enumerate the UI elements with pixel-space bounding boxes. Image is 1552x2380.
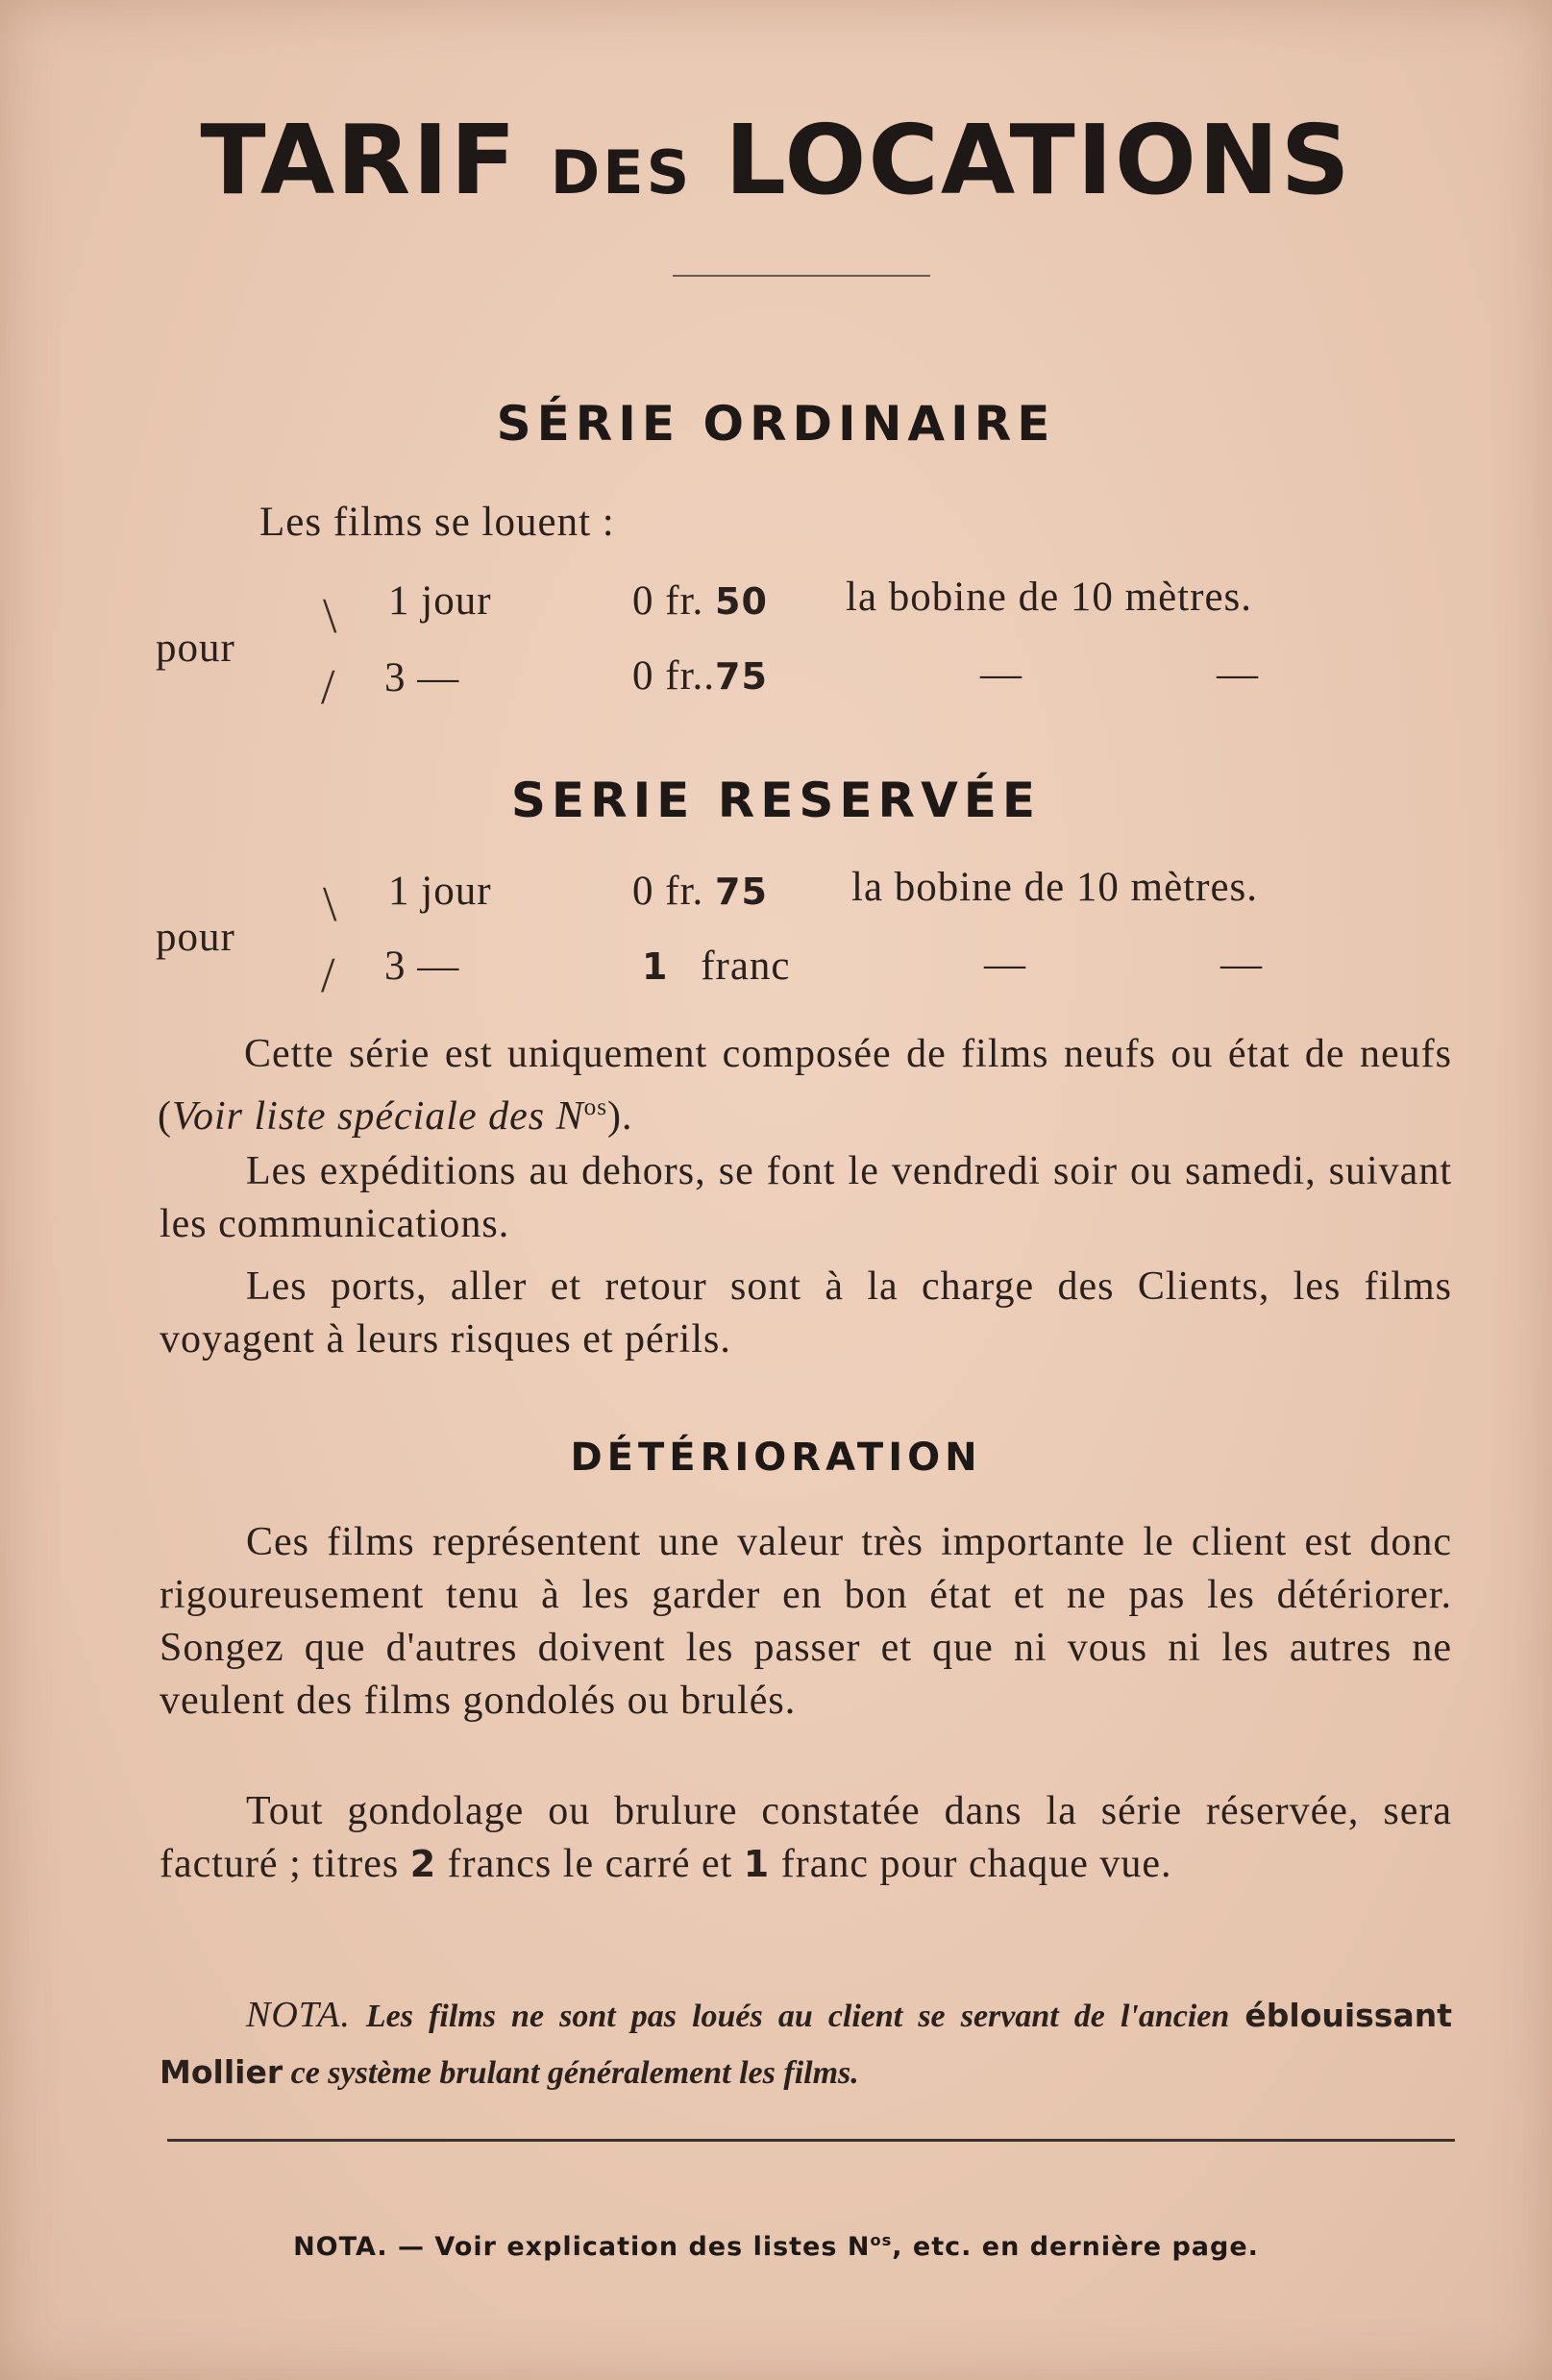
- heading-serie-ordinaire: SÉRIE ORDINAIRE: [496, 396, 1056, 452]
- ordinaire-row1-unit: la bobine de 10 mètres.: [846, 575, 1253, 620]
- footer-text: , etc. en dernière page.: [892, 2232, 1259, 2262]
- price-francs: 0 fr..: [632, 653, 716, 699]
- price-francs: 1: [642, 945, 669, 988]
- superscript: os: [583, 1094, 608, 1120]
- superscript: os: [870, 2231, 893, 2249]
- ordinaire-row2-days: 3 —: [384, 655, 460, 700]
- reservee-row2-ditto-2: —: [1220, 942, 1263, 987]
- reservee-row2-days: 3 —: [384, 944, 460, 989]
- ordinaire-row2-price: [632, 655, 768, 697]
- reservee-brace-bottom: /: [321, 948, 335, 1003]
- number-2: 2: [409, 1843, 437, 1885]
- paragraph-text: Cette série est uniquement composée de films neufs ou état de neufs (: [158, 1032, 1452, 1139]
- paragraph-composition: [160, 1028, 1452, 1143]
- ordinaire-brace-bottom: /: [321, 660, 335, 715]
- ordinaire-intro: Les films se louent :: [259, 500, 615, 545]
- ordinaire-row1-price: [632, 580, 768, 622]
- heading-deterioration: DÉTÉRIORATION: [570, 1435, 982, 1480]
- nota-block: [160, 1987, 1452, 2101]
- paragraph-text: Tout gondolage ou brulure constatée dans la série réservée, sera facturé ; titres: [160, 1789, 1452, 1886]
- title-part-des: DES: [550, 137, 693, 208]
- paragraph-text: ).: [607, 1094, 633, 1139]
- paragraph-expeditions: Les expéditions au dehors, se font le vendredi soir ou samedi, suivant les communications.: [160, 1149, 1452, 1246]
- nota-text: ce système brulant généralement les films.: [290, 2055, 859, 2091]
- ordinaire-pour: pour: [156, 626, 235, 671]
- bottom-divider: [167, 2139, 1455, 2142]
- paragraph-deterioration-1: Ces films représentent une valeur très importante le client est donc rigoureusement tenu à les garder en bon état et ne pas les détériorer. Songez que d'autres doivent les passer et que ni vous ni les autres ne veulent des films gondolés ou brulés.: [160, 1520, 1452, 1723]
- price-francs: 0 fr.: [632, 869, 704, 914]
- ordinaire-row2-ditto-1: —: [980, 651, 1022, 697]
- heading-serie-reservee: SERIE RESERVÉE: [510, 773, 1042, 828]
- reservee-row2-price: [642, 945, 791, 987]
- footer-note: [0, 2231, 1552, 2262]
- price-centimes: 50: [715, 580, 768, 623]
- paragraph-italic: Voir liste spéciale des N: [172, 1094, 584, 1139]
- paragraph-text: francs le carré et: [436, 1842, 744, 1886]
- price-word: franc: [701, 944, 791, 989]
- footer-text: NOTA. — Voir explication des listes N: [293, 2232, 871, 2262]
- title-part-locations: LOCATIONS: [725, 104, 1352, 216]
- ordinaire-brace-top: \: [323, 589, 337, 644]
- reservee-row1-price: [632, 871, 768, 912]
- number-1: 1: [743, 1843, 771, 1885]
- page-title: [0, 104, 1552, 216]
- price-centimes: 75: [715, 871, 768, 913]
- ordinaire-row2-ditto-2: —: [1217, 651, 1259, 697]
- nota-label: NOTA.: [246, 1995, 351, 2035]
- price-francs: 0 fr.: [632, 578, 704, 624]
- paragraph-text: franc pour chaque vue.: [770, 1842, 1172, 1886]
- paragraph-deterioration-2: [160, 1785, 1452, 1891]
- reservee-brace-top: \: [323, 877, 337, 932]
- reservee-row1-unit: la bobine de 10 mètres.: [851, 865, 1259, 910]
- nota-text: Les films ne sont pas loués au client se servant de l'ancien: [365, 1999, 1230, 2034]
- title-part-tarif: TARIF: [200, 104, 518, 216]
- ordinaire-row1-days: 1 jour: [388, 578, 492, 624]
- title-divider: [673, 275, 930, 277]
- reservee-pour: pour: [156, 915, 235, 960]
- nota-mollier: éblouissant Mollier: [160, 1997, 1452, 2091]
- price-centimes: 75: [715, 655, 768, 698]
- paragraph-ports: Les ports, aller et retour sont à la charge des Clients, les films voyagent à leurs risques et périls.: [160, 1264, 1452, 1362]
- reservee-row2-ditto-1: —: [984, 942, 1026, 987]
- reservee-row1-days: 1 jour: [388, 869, 492, 914]
